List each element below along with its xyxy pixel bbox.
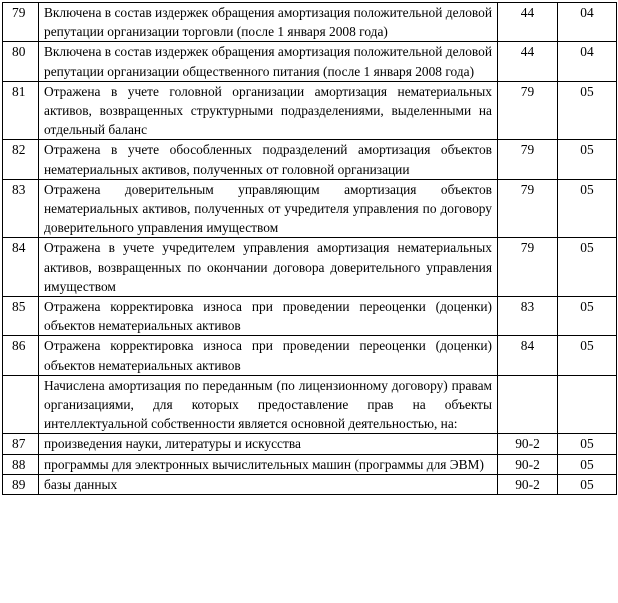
debit-account: 90-2 [498,434,558,454]
entry-description: Отражена доверительным управляющим амортизация объектов нематериальных активов, полученных от учредителя управления по договору доверительного управления имуществом [39,179,498,238]
entry-description: Отражена корректировка износа при проведении переоценки (доценки) объектов нематериальных активов [39,297,498,336]
debit-account: 90-2 [498,454,558,474]
debit-account: 90-2 [498,474,558,494]
entry-number: 81 [3,81,39,140]
credit-account: 05 [558,238,617,297]
credit-account: 05 [558,474,617,494]
entry-description: Отражена в учете учредителем управления амортизация нематериальных активов, возвращенных по окончании договора доверительного управления имуществом [39,238,498,297]
debit-account: 79 [498,140,558,179]
entry-number: 86 [3,336,39,375]
entry-description: произведения науки, литературы и искусства [39,434,498,454]
table-row [3,474,617,494]
entry-number: 83 [3,179,39,238]
table-row [3,375,617,434]
entry-number: 79 [3,3,39,42]
entry-description: Отражена в учете головной организации амортизация нематериальных активов, возвращенных структурными подразделениями, выделенными на отдельный баланс [39,81,498,140]
credit-account: 04 [558,42,617,81]
entry-number: 87 [3,434,39,454]
entry-description: Отражена корректировка износа при проведении переоценки (доценки) объектов нематериальных активов [39,336,498,375]
credit-account: 05 [558,336,617,375]
credit-account: 04 [558,3,617,42]
debit-account: 79 [498,81,558,140]
debit-account: 44 [498,3,558,42]
credit-account: 05 [558,297,617,336]
table-row [3,434,617,454]
debit-account: 84 [498,336,558,375]
table-row [3,297,617,336]
entry-description: Отражена в учете обособленных подразделений амортизация объектов нематериальных активов, полученных от головной организации [39,140,498,179]
entry-number: 85 [3,297,39,336]
debit-account: 83 [498,297,558,336]
table-row [3,336,617,375]
table-row [3,3,617,42]
credit-account: 05 [558,434,617,454]
credit-account: 05 [558,454,617,474]
entry-description: базы данных [39,474,498,494]
entry-description: программы для электронных вычислительных машин (программы для ЭВМ) [39,454,498,474]
accounting-entries-table [2,2,617,495]
entry-description: Включена в состав издержек обращения амортизация положительной деловой репутации организации торговли (после 1 января 2008 года) [39,3,498,42]
table-row [3,179,617,238]
entry-number: 89 [3,474,39,494]
entry-number: 88 [3,454,39,474]
credit-account: 05 [558,81,617,140]
debit-account: 44 [498,42,558,81]
credit-account: 05 [558,179,617,238]
table-row [3,454,617,474]
entry-description: Начислена амортизация по переданным (по лицензионному договору) правам организациями, для которых предоставление прав на объекты интеллектуальной собственности является основной деятельностью, на: [39,375,498,434]
table-row [3,238,617,297]
entry-number: 80 [3,42,39,81]
table-row [3,81,617,140]
entry-description: Включена в состав издержек обращения амортизация положительной деловой репутации организации общественного питания (после 1 января 2008 года) [39,42,498,81]
credit-account: 05 [558,140,617,179]
table-row [3,42,617,81]
debit-account: 79 [498,179,558,238]
table-row [3,140,617,179]
credit-account [558,375,617,434]
entry-number [3,375,39,434]
entry-number: 84 [3,238,39,297]
entry-number: 82 [3,140,39,179]
debit-account [498,375,558,434]
debit-account: 79 [498,238,558,297]
